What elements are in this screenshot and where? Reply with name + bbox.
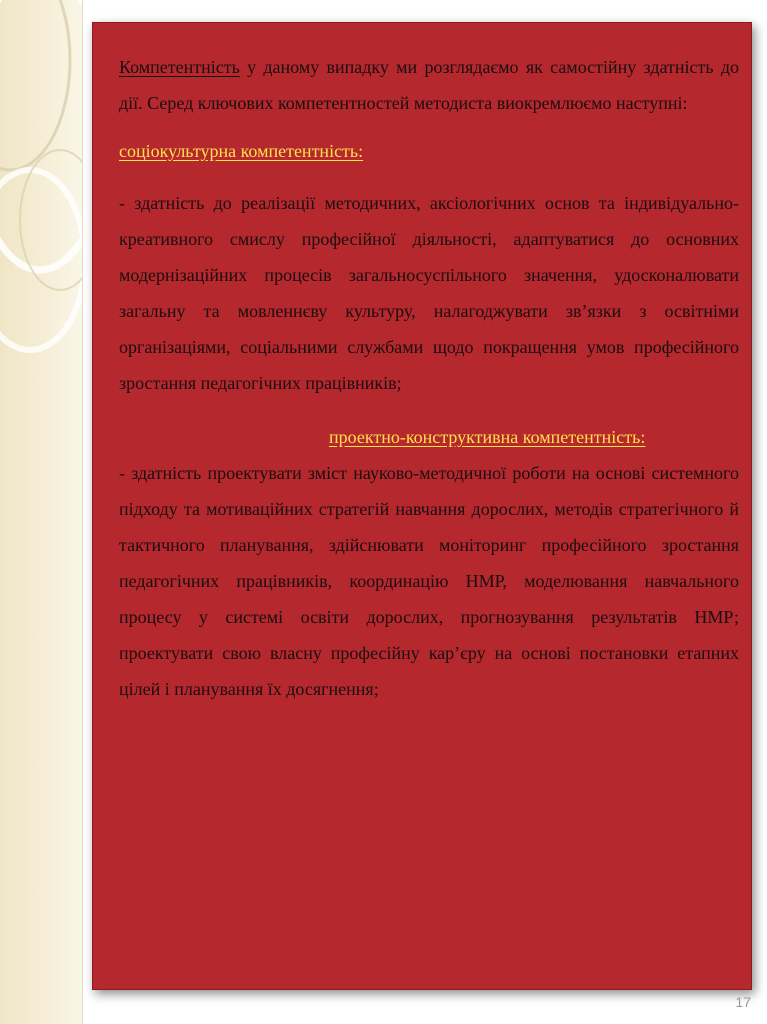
intro-paragraph (119, 49, 739, 121)
section-text-project: - здатність проектувати зміст науково-методичної роботи на основі системного підходу та мотиваційних стратегій навчання дорослих, методів стратегічного й тактичного планування, здійснювати моніторинг професійного зростання педагогічних працівників, координацію НМР, моделювання навчального процесу у системі освіти дорослих, прогнозування результатів НМР; проектувати свою власну професійну кар’єру на основі постановки етапних цілей і планування їх досягнення; (119, 463, 739, 699)
section-heading-sociocultural: соціокультурна компетентність: (119, 141, 364, 161)
slide-content (119, 49, 739, 707)
intro-text: у даному випадку ми розглядаємо як самостійну здатність до дії. Серед ключових компетентностей методиста виокремлюємо наступні: (119, 57, 739, 113)
intro-term: Компетентність (119, 57, 240, 77)
section-text-sociocultural: - здатність до реалізації методичних, аксіологічних основ та індивідуально-креативного смислу професійної діяльності, адаптуватися до основних модернізаційних процесів загальносуспільного значення, удосконалювати загальну та мовленнєву культуру, налагоджувати зв’язки з освітніми організаціями, соціальними службами щодо покращення умов професійного зростання педагогічних працівників; (119, 193, 739, 393)
decorative-rings-graphic (0, 0, 82, 1024)
page-number: 17 (735, 994, 751, 1010)
section-heading-project: проектно-конструктивна компетентність: (329, 427, 646, 447)
content-panel (92, 22, 752, 990)
decorative-side-strip (0, 0, 83, 1024)
